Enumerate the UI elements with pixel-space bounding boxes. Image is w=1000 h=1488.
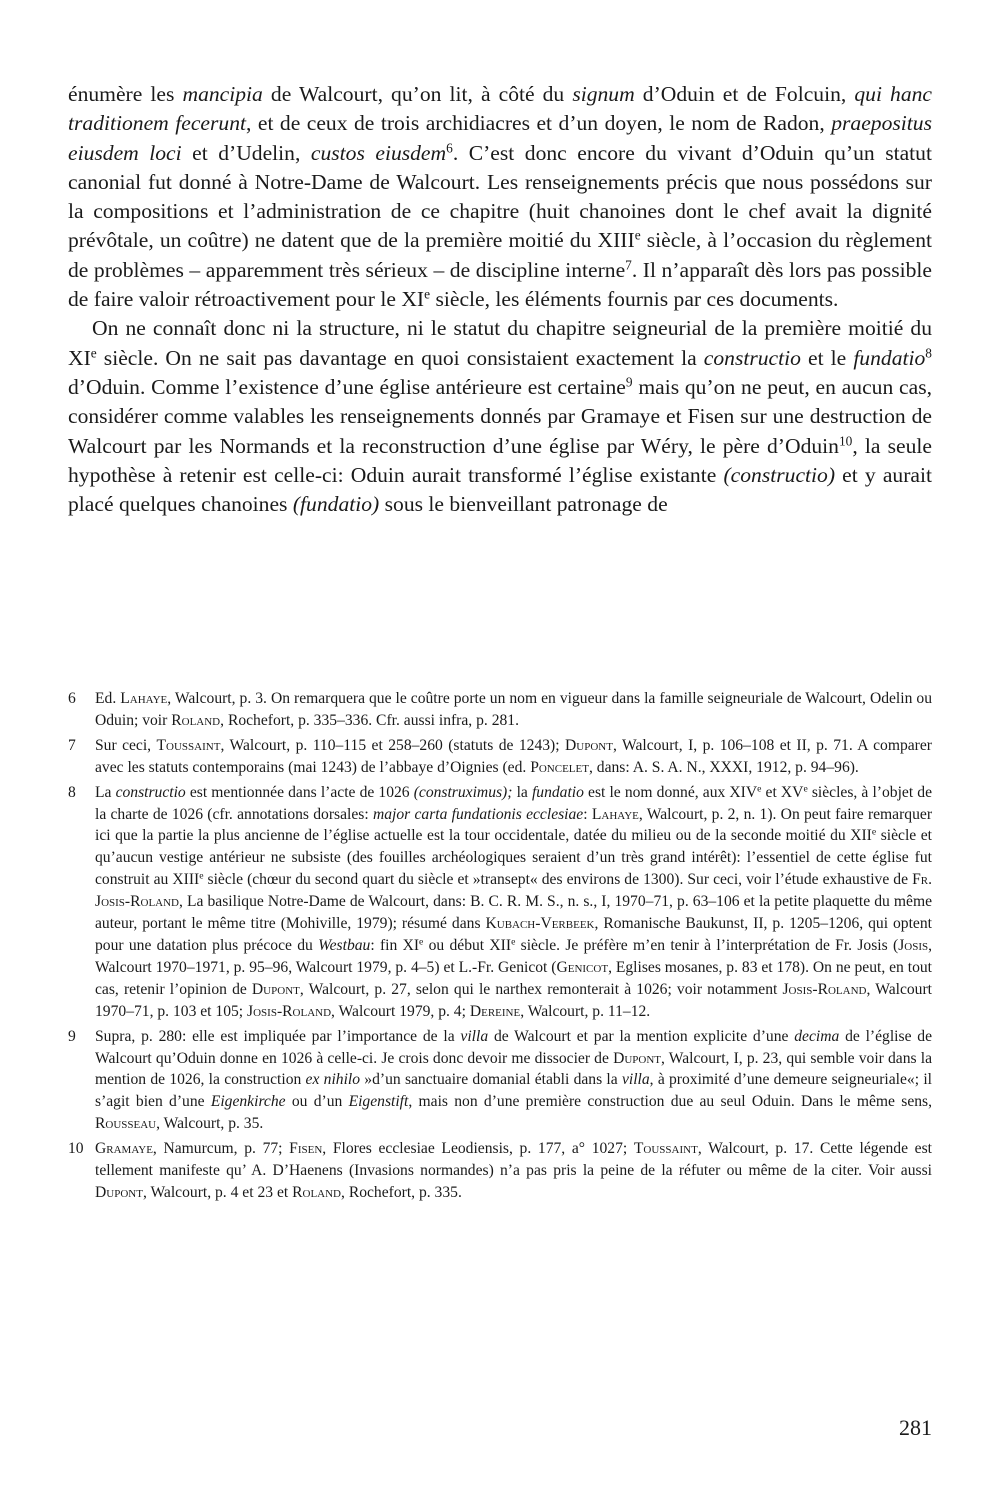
footnote (68, 688, 932, 732)
superscript: e (634, 228, 641, 244)
superscript: e (757, 783, 762, 795)
footnote-text: La constructio est mentionnée dans l’acte de 1026 (construximus); la fundatio est le nom donné, aux XIVe et XVe siècles, à l’objet de la charte de 1026 (cfr. annotations dorsales: major carta fundationis ecclesiae: Lahaye, Walcourt, p. 2, n. 1). On peut faire remarquer ici que la partie la plus ancienne de l’église actuelle est la tour occidentale, datée du milieu ou de la seconde moitié du XIIe siècle et qu’aucun vestige antérieur ne subsiste (des fouilles archéologiques seraient d’un très grand intérêt): l’essentiel de cette église fut construit au XIIIe siècle (chœur du second quart du siècle et »transept« des environs de 1300). Sur ceci, voir l’étude exhaustive de Fr. Josis-Roland, La basilique Notre-Dame de Walcourt, dans: B. C. R. M. S., n. s., I, 1970–71, p. 63–106 et la petite plaquette du même auteur, portant le même titre (Mohiville, 1979); résumé dans Kubach-Verbeek, Romanische Baukunst, II, p. 1205–1206, qui optent pour une datation plus précoce du Westbau: fin XIe ou début XIIe siècle. Je préfère m’en tenir à l’interprétation de Fr. Josis (Josis, Walcourt 1970–1971, p. 95–96, Walcourt 1979, p. 4–5) et L.-Fr. Genicot (Genicot, Eglises mosanes, p. 83 et 178). On ne peut, en tout cas, retenir l’opinion de Dupont, Walcourt, p. 27, selon qui le narthex remonterait à 1026; voir notamment Josis-Roland, Walcourt 1970–71, p. 103 et 105; Josis-Roland, Walcourt 1979, p. 4; Dereine, Walcourt, p. 11–12. (95, 783, 933, 1020)
author-name: Dupont (251, 980, 300, 998)
footnote-text: Supra, p. 280: elle est impliquée par l’importance de la villa de Walcourt et par la mention explicite d’une decima de l’église de Walcourt qu’Oduin donne en 1026 à celle-ci. Je crois donc devoir me dissocier de Dupont, Walcourt, I, p. 23, qui semble voir dans la mention de 1026, la construction ex nihilo »d’un sanctuaire domanial établi dans la villa, à proximité d’une demeure seigneuriale«; il s’agit bien d’une Eigenkirche ou d’un Eigenstift, mais non d’une première construction due au seul Oduin. Dans le même sens, Rousseau, Walcourt, p. 35. (95, 1027, 933, 1133)
superscript: 7 (625, 257, 632, 273)
italic-text: ex nihilo (305, 1071, 361, 1089)
author-name: Fisen (289, 1140, 323, 1158)
author-name: Fr. Josis-Roland (95, 871, 932, 911)
italic-text: fundatio (853, 345, 926, 370)
superscript: e (419, 936, 424, 948)
footnote (68, 1026, 932, 1136)
author-name: Toussaint (156, 736, 221, 754)
footnote (68, 735, 932, 779)
italic-text: Eigenstift (348, 1093, 409, 1111)
page-number: 281 (899, 1415, 932, 1440)
italic-text: (constructio) (723, 462, 836, 487)
author-name: Gramaye (95, 1140, 153, 1158)
italic-text: constructio (115, 783, 186, 801)
italic-text: villa (460, 1027, 489, 1045)
author-name: Roland (292, 1183, 342, 1201)
italic-text: (fundatio) (292, 492, 380, 517)
italic-text: praepositus eiusdem loci (68, 111, 932, 165)
author-name: Rousseau (95, 1115, 157, 1133)
italic-text: decima (794, 1027, 840, 1045)
italic-text: mancipia (182, 82, 263, 106)
superscript: e (424, 286, 431, 302)
author-name: Dupont (613, 1049, 661, 1067)
main-text (68, 80, 932, 519)
footnote-text: Sur ceci, Toussaint, Walcourt, p. 110–115 et 258–260 (statuts de 1243); Dupont, Walcourt, I, p. 106–108 et II, p. 71. A comparer avec les statuts contemporains (mai 1243) de l’abbaye d’Oignies (ed. Poncelet, dans: A. S. A. N., XXXI, 1912, p. 94–96). (95, 736, 932, 776)
author-name: Dupont (565, 736, 613, 754)
author-name: Lahaye (120, 690, 168, 707)
footnotes (68, 688, 932, 1207)
author-name: Lahaye (591, 805, 639, 823)
footnote (68, 782, 932, 1023)
superscript: 9 (625, 374, 633, 390)
footnote-number: 9 (68, 1027, 76, 1045)
footnote-text: Ed. Lahaye, Walcourt, p. 3. On remarquera que le coûtre porte un nom en vigueur dans la famille seigneuriale de Walcourt, Odelin ou Oduin; voir Roland, Rochefort, p. 335–336. Cfr. aussi infra, p. 281. (95, 690, 932, 729)
footnote-number: 8 (68, 783, 76, 801)
italic-text: Eigenkirche (210, 1093, 286, 1111)
superscript: 8 (925, 345, 932, 361)
author-name: Dereine (469, 1002, 521, 1020)
italic-text: constructio (703, 345, 801, 370)
author-name: Josis-Roland (782, 980, 867, 998)
superscript: e (90, 345, 97, 361)
author-name: Genicot (556, 958, 609, 976)
author-name: Kubach-Verbeek (485, 915, 595, 933)
paragraph-2: On ne connaît donc ni la structure, ni le statut du chapitre seigneurial de la première moitié du XIe siècle. On ne sait pas davantage en quoi consistaient exactement la constructio et le fundatio$^8$ d’Oduin. Comme l’existence d’une église antérieure est certaine$^9$ mais qu’on ne peut, en aucun cas, considérer comme valables les renseignements donnés par Gramaye et Fisen sur une destruction de Walcourt par les Normands et la reconstruction d’une église par Wéry, le père d’Oduin$^{10}$, la seule hypothèse à retenir est celle-ci: Oduin aurait transformé l’église existante (constructio) et y aurait placé quelques chanoines (fundatio) sous le bienveillant patronage de (68, 316, 932, 517)
author-name: Roland (171, 711, 221, 729)
author-name: Dupont (95, 1183, 143, 1201)
author-name: Toussaint (633, 1140, 698, 1158)
superscript: e (199, 870, 204, 882)
italic-text: signum (572, 82, 635, 106)
italic-text: fundatio (531, 783, 584, 801)
italic-text: villa (621, 1071, 650, 1089)
footnote-text: Gramaye, Namurcum, p. 77; Fisen, Flores ecclesiae Leodiensis, p. 177, a° 1027; Toussaint, Walcourt, p. 17. Cette légende est tellement manifeste qu’ A. D’Haenens (Invasions normandes) n’a pas pris la peine de la réfuter ou même de la citer. Voir aussi Dupont, Walcourt, p. 4 et 23 et Roland, Rochefort, p. 335. (95, 1140, 932, 1201)
author-name: Poncelet (530, 758, 589, 776)
superscript: e (871, 827, 877, 839)
footnote-number: 10 (68, 1140, 84, 1158)
footnote-number: 6 (68, 690, 76, 707)
author-name: Josis (898, 936, 929, 954)
author-name: Josis-Roland (247, 1002, 332, 1020)
italic-text: (construximus); (413, 783, 513, 801)
superscript: 6 (446, 140, 453, 156)
superscript: e (803, 783, 808, 795)
italic-text: qui hanc traditionem fecerunt (68, 82, 933, 136)
footnote-number: 7 (68, 736, 76, 754)
paragraph-1: énumère les mancipia de Walcourt, qu’on lit, à côté du signum d’Oduin et de Folcuin, qui hanc traditionem fecerunt, et de ceux de trois archidiacres et d’un doyen, le nom de Radon, praepositus eiusdem loci et d’Udelin, custos eiusdem$^6$. C’est donc encore du vivant d’Oduin qu’un statut canonial fut donné à Notre-Dame de Walcourt. Les renseignements précis que nous possédons sur la compositions et l’administration de ce chapitre (huit chanoines dont le chef avait la dignité prévôtale, un coûtre) ne datent que de la première moitié du XIIIe siècle, à l’occasion du règlement de problèmes – apparemment très sérieux – de discipline interne$^7$. Il n’apparaît dès lors pas possible de faire valoir rétroactivement pour le XIe siècle, les éléments fournis par ces documents. (68, 82, 933, 312)
italic-text: major carta fundationis ecclesiae (372, 805, 584, 823)
footnote (68, 1138, 932, 1204)
italic-text: Westbau (318, 936, 371, 954)
italic-text: custos eiusdem (310, 140, 447, 165)
superscript: e (511, 936, 516, 948)
superscript: 10 (838, 433, 853, 449)
